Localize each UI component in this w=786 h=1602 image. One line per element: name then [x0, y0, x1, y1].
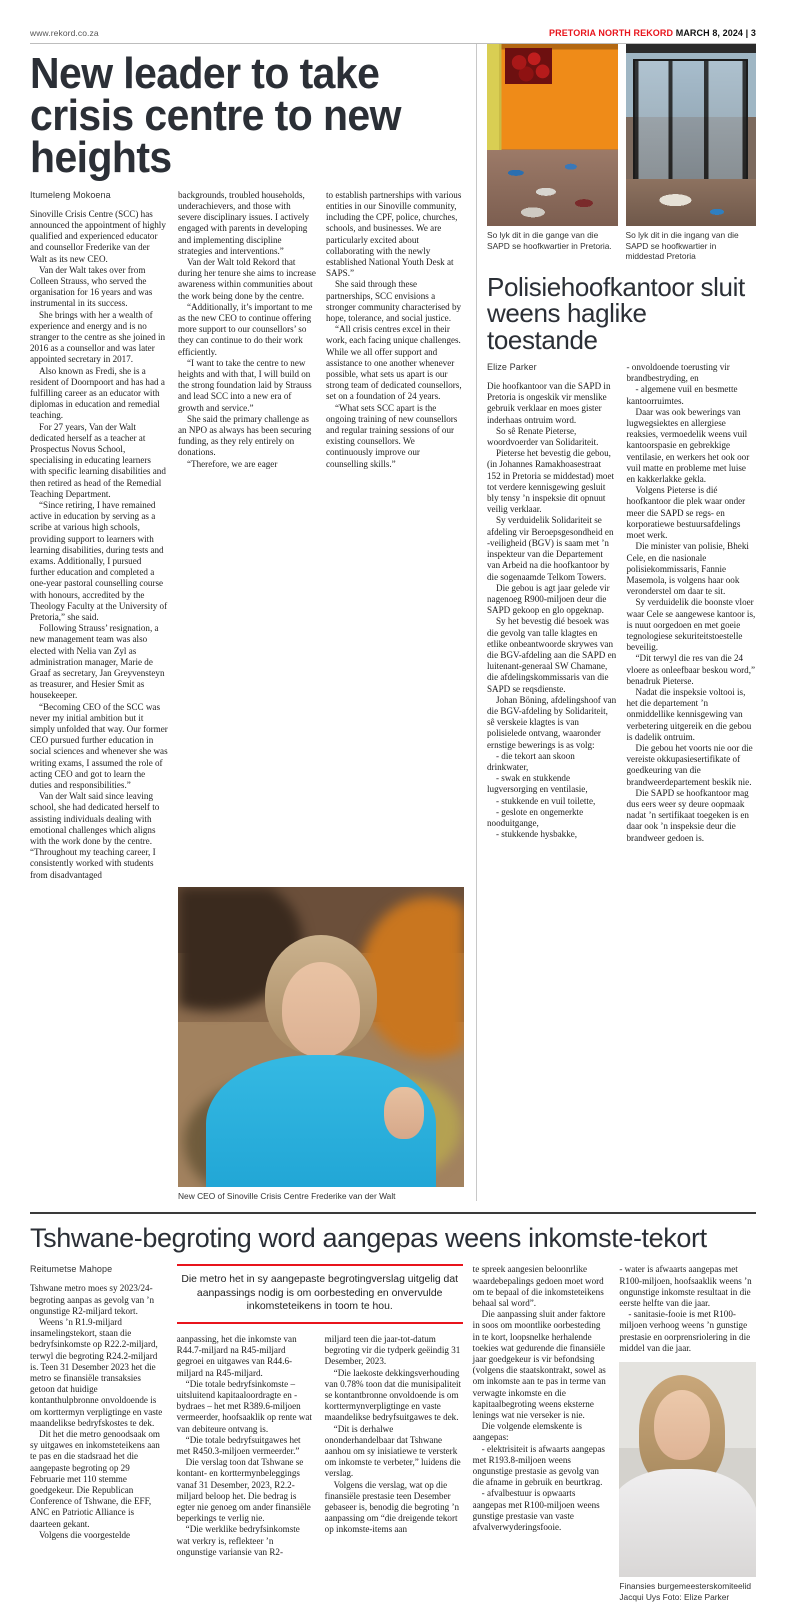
paragraph: “Dit terwyl die res van die 24 vloere as onleefbaar beskou word,” benadruk Pieterse. [626, 653, 756, 686]
budget-photo-caption-credit: Jacqui Uys Foto: Elize Parker [619, 1591, 730, 1602]
paragraph: Sinoville Crisis Centre (SCC) has announced the appointment of highly qualified and experienced educator and counsellor Frederike van der Walt as its new CEO. [30, 208, 166, 264]
lead-photo-spacer [30, 887, 168, 1202]
photo-face [282, 962, 360, 1057]
police-photo-pair [487, 44, 756, 262]
paragraph: Die gebou het voorts nie oor die vereiste okkupasiesertifikate of goedkeuring van die brandweerdepartement beskik nie. [626, 742, 753, 787]
paragraph: Pieterse het bevestig die gebou, (in Johannes Ramakhoasestraat 152 in Pretoria se middestad) moet tot verdere kennisgewing gesluit bly tensy ’n inspeksie dit opnuut veilig verklaar. [487, 448, 615, 515]
paragraph: “I want to take the centre to new heights and with that, I will build on the strong foundation laid by Strauss and lead SCC into a new era of growth and service.” [178, 357, 312, 413]
paragraph: Van der Walt takes over from Colleen Strauss, who served the organisation for 16 years and was instrumental in its success. [30, 264, 153, 309]
paragraph: Tshwane metro moes sy 2023/24-begroting aanpas as gevolg van ’n ongunstige R2-miljard tekort. [30, 1283, 154, 1316]
lead-photo-block [178, 887, 464, 1202]
police-byline: Elize Parker [487, 362, 537, 373]
budget-column-3 [325, 1334, 463, 1558]
budget-subcolumns [177, 1334, 463, 1558]
lead-byline: Itumeleng Mokoena [30, 189, 111, 200]
lead-column-3 [326, 190, 464, 881]
paragraph: Dit het die metro genoodsaak om sy uitgawes en inkomsteteikens aan te pas en die stadsraad het die aangepaste begroting op 29 Februarie met 110 stemme goedgekeur. Die Republican Conference of Tshwane, die EFF, ANC en Patriotic Alliance is daarteen gekant. [30, 1429, 160, 1529]
police-photo-2-caption: So lyk dit in die ingang van die SAPD se hoofkwartier in middestad Pretoria [625, 230, 739, 261]
paragraph: “Die werklike bedryfsinkomste wat verkry is, reflekteer ’n ongunstige variansie van R2- [176, 1524, 300, 1557]
paragraph: “Additionally, it’s important to me as the new CEO to continue offering more support to our counsellors’ so they can continue to do their work efficiently. [178, 301, 313, 357]
budget-photo-caption-main: Finansies burgemeesterskomiteelid [619, 1581, 752, 1592]
budget-column-4 [473, 1264, 610, 1602]
paragraph: - geslote en ongemerkte nooduitgange, [487, 806, 584, 828]
police-photo-2-block [626, 44, 757, 262]
paragraph: “Therefore, we are eager [187, 458, 278, 469]
lead-photo-caption: New CEO of Sinoville Crisis Centre Frederike van der Walt [178, 1190, 396, 1201]
paragraph: Also known as Fredi, she is a resident of Doornpoort and has had a fulfilling career as an educator with diplomas in education and remedial teaching. [30, 365, 165, 421]
paragraph: - die tekort aan skoon drinkwater, [487, 750, 575, 772]
paragraph: Volgens die voorgestelde [39, 1529, 131, 1540]
paragraph: Die gebou is agt jaar gelede vir nagenoeg R900-miljoen deur die SAPD gekoop en glo opgeknap. [487, 582, 610, 616]
paragraph: - algemene vuil en besmette kantoorruimtes. [626, 384, 738, 406]
photo-sapd-entrance [626, 44, 757, 226]
paragraph: - swak en stukkende lugversorging en ventilasie, [487, 773, 588, 795]
paragraph: Volgens die verslag, wat op die finansiële prestasie teen Desember gebaseer is, benodig die begroting ’n aanpassing om “die dreigende tekort op inkomste-items aan [324, 1479, 460, 1535]
paragraph: For 27 years, Van der Walt dedicated herself as a teacher at Prospectus Novus School, specialising in educating learners with specific learning disabilities and then retired as head of the Remedial Teaching Department. [30, 421, 166, 499]
paragraph: “Since retiring, I have remained active in education by serving as a scribe at various high schools, providing support to learners with learning disabilities, during tests and exams. Additionally, I pursued further education and completed a one-year pastoral counselling course with honours, accredited by the Theology Faculty at the University of Pretoria,” she said. [30, 499, 168, 623]
paragraph: - sanitasie-fooie is met R100-miljoen verhoog weens ’n gunstige prestasie en oorprensriolering in die middel van die jaar. [619, 1309, 751, 1353]
lead-story-columns [30, 190, 466, 881]
budget-columns [30, 1264, 756, 1602]
paragraph: Sy verduidelik Solidariteit se afdeling vir Beroepsgesondheid en -veiligheid (BGV) is saam met ’n inspekteur van die Departement van Arbeid na die hoofkantoor by die sogenaamde Telkom Towers. [487, 515, 614, 582]
police-photo-1-block [487, 44, 618, 262]
masthead-right-block [549, 28, 756, 38]
photo-floor [626, 179, 757, 226]
photo-face [654, 1390, 710, 1460]
police-headline: Polisiehoofkantoor sluit weens haglike toestande [487, 271, 745, 355]
budget-column-5 [619, 1264, 756, 1602]
budget-pullquote: Die metro het in sy aangepaste begrotingverslag uitgelig dat aanpassings nodig is om oorbesteding en onvervulde inkomsteteikens in toom te hou. [177, 1264, 463, 1324]
page-number: 3 [750, 28, 756, 38]
photo-debris [487, 150, 618, 226]
paragraph: miljard teen die jaar-tot-datum begroting vir die tydperk geëindig 31 Desember, 2023. [324, 1333, 461, 1367]
paragraph: - onvoldoende toerusting vir brandbestryding, en [626, 362, 730, 384]
budget-column-1 [30, 1264, 167, 1602]
paragraph: - stukkende hysbakke, [496, 829, 578, 840]
website-url[interactable]: www.rekord.co.za [30, 28, 99, 38]
paragraph: Sy het bevestig dié besoek was die gevolg van talle klagtes en etlike onbeantwoorde skrywes van die BGV-afdeling aan die SAPD en luitenant-generaal SW Chamane, die afdelingskommissaris van die SAPD se reqsdienste. [487, 616, 617, 694]
paragraph: Nadat die inspeksie voltooi is, het die departement ’n onmiddellike kennisgewing van verbetering uitgereik en die gebou is dadelik ontruim. [626, 686, 752, 742]
budget-story [30, 1223, 756, 1602]
budget-byline: Reitumetse Mahope [30, 1264, 113, 1275]
paragraph: She said the primary challenge as an NPO as always has been securing funding, as they rely entirely on donations. [178, 413, 312, 458]
police-photo-1-caption: So lyk dit in die gange van die SAPD se hoofkwartier in Pretoria. [487, 230, 612, 251]
paragraph: Volgens Pieterse is dié hoofkantoor die plek waar onder meer die SAPD se regs- en korporatiewe bestuursafdelings moet werk. [626, 485, 746, 541]
paragraph: “Dit is derhalwe ononderhandelbaar dat Tshwane aanhou om sy inisiatiewe te versterk om inkomste te verbeter,” luidens die verslag. [324, 1423, 461, 1479]
paragraph: Sy verduidelik die boonste vloer waar Cele se aangewese kantoor is, is nuut oorgedoen en met goeie tegnologiese sekuriteitstoestelle beveilig. [626, 597, 756, 653]
paragraph: So sê Renate Pieterse, woordvoerder van Solidariteit. [487, 425, 599, 448]
lead-story-section [30, 44, 756, 1201]
publication-name: PRETORIA NORTH REKORD [549, 28, 674, 38]
paragraph: “Die laekoste dekkingsverhouding van 0.78% toon dat die munisipaliteit se kontantbronne onvoldoende is om korttermynverpligtinge en vaste maandelikse bedryfsuitgawes te dek. [324, 1367, 462, 1423]
lead-headline: New leader to take crisis centre to new heights [30, 49, 401, 183]
paragraph: “All crisis centres excel in their work, each facing unique challenges. While we all offer support and assistance to one another whenever possible, what sets us apart is our strong team of dedicated counsellors, set on a foundation of 24 years. [326, 324, 462, 402]
paragraph: - afvalbestuur is opwaarts aangepas met R100-miljoen weens gunstige prestasie van vaste afvalverwyderingsfooie. [472, 1488, 600, 1533]
photo-torso [619, 1469, 756, 1577]
photo-jacqui-uys [619, 1362, 756, 1577]
police-column-1 [487, 362, 617, 844]
paragraph: Die SAPD se hoofkantoor mag dus eers weer sy deure oopmaak nadat ’n sertifikaat toegeken is en daar ook ’n inspeksie deur die brandweer gedoen is. [626, 787, 749, 843]
lead-column-1 [30, 190, 168, 881]
photo-glass-doors [633, 59, 748, 183]
budget-center-block [177, 1264, 463, 1602]
section-divider [30, 1212, 756, 1214]
paragraph: Following Strauss’ resignation, a new management team was also elected with Nelia van Zyl as administration manager, Marie de Graaf as secretary, Jan Greyvensteyn as treasurer, and Hesier Smit as housekeeper. [30, 623, 165, 701]
lead-column-2 [178, 190, 316, 881]
paragraph: Die verslag toon dat Tshwane se kontant- en korttermynbeleggings vanaf 31 Desember, 2023, R2.2-miljard beloop het. Die bedrag is egter nie genoeg om ander finansiële beperkings te verlig nie. [176, 1457, 311, 1524]
paragraph: “Becoming CEO of the SCC was never my initial ambition but it simply unfolded that way. Our former CEO pursued further education in social sciences and whenever she was writing exams, I assumed the role of acting CEO and got to learn the duties and responsibilities.” [30, 701, 168, 791]
paragraph: Van der Walt told Rekord that during her tenure she aims to increase awareness within communities about the work being done by the centre. [178, 256, 316, 301]
paragraph: Van der Walt said since leaving school, she had dedicated herself to assisting individuals dealing with emotional challenges which aligns with the work done by the centre. “Throughout my teaching career, I consistently worked with students from disadvantaged [30, 791, 160, 880]
paragraph: She brings with her a wealth of experience and energy and is no stranger to the centre as she joined in 2016 as a counsellor and was later appointed secretary in 2017. [30, 309, 166, 365]
photo-sapd-corridor [487, 44, 618, 226]
paragraph: “Die totale bedryfsuitgawes het met R450.3-miljoen vermeerder.” [176, 1434, 301, 1456]
lead-story [30, 44, 476, 1201]
budget-headline: Tshwane-begroting word aangepas weens inkomste-tekort [30, 1223, 707, 1254]
paragraph: Die volgende elemskente is aangepas: [472, 1421, 582, 1443]
paragraph: backgrounds, troubled households, underachievers, and those with severe disciplinary issues. I actively engaged with parents in developing and implementing discipline strategies and interventions.” [178, 189, 310, 256]
paragraph: Die hoofkantoor van die SAPD in Pretoria is ongeskik vir menslike gebruik verklaar en moes gister inderhaas ontruim word. [487, 381, 611, 425]
paragraph: She said through these partnerships, SCC envisions a stronger community characterised by hope, tolerance, and social justice. [326, 279, 462, 323]
masthead-separator: | [745, 28, 749, 38]
publication-date: MARCH 8, 2024 [675, 28, 744, 38]
paragraph: Weens ’n R1.9-miljard insamelingstekort, staan die bedryfsinkomste op R22.2-miljard, terwyl die begroting R24.2-miljard is. Teen 31 Desember 2023 het die metro se finansiële transaksies getoon dat huidige kontanthulpbronne onvoldoende is om korttermyn verpligtinge en vaste maandelikse bedryfskostes te dek. [30, 1317, 163, 1428]
paragraph: to establish partnerships with various entities in our Sinoville community, including the CPF, police, churches, schools, and businesses. We are particularly excited about collaborating with the newly established National Youth Desk at SAPS.” [326, 189, 462, 279]
police-columns [487, 362, 756, 844]
paragraph: Die aanpassing sluit ander faktore in soos om moontlike oorbesteding in te kort, loopsnelke herhalende toekies wat gedurende die finansiële jaar goedgekeur is vir befondsing (volgens die staatskontrakt, sowel as om inkomste aan te pas in terme van verwagte inkomste en die kapitaalbegroting weens eksterne lenings wat nie verseker is nie. [472, 1309, 606, 1421]
police-column-2 [627, 362, 757, 844]
paragraph: Daar was ook bewerings van lugwegsiektes en allergiese reaksies, vermoedelik weens vuil kantoorspasie en gebrekkige ventilasie, en werkers het ook oor vuil matte en probleme met luise en kakkerlakke gekla. [626, 406, 750, 485]
paragraph: te spreek aangesien beloonrlike waardebepalings gedoen moet word om te bepaal of die inkomsteteikens behaal sal word”. [472, 1264, 604, 1308]
portrait-frederike-van-der-walt [178, 887, 464, 1187]
budget-photo-caption [619, 1581, 756, 1602]
paragraph: Johan Böning, afdelingshoof van die BGV-afdeling by Solidariteit, sê verskeie klagtes is van polisielede ontvang, waaronder ernstige bewerings is as volg: [487, 694, 617, 750]
police-story [476, 44, 756, 1201]
paragraph: - elektrisiteit is afwaarts aangepas met R193.8-miljoen weens ongunstige prestasie as gevolg van die afname in gebruik en beurtkrag. [472, 1443, 605, 1488]
paragraph: aanpassing, het die inkomste van R44.7-miljard na R45-miljard gegroei en uitgawes van R44.6-miljard na R45-miljard. [176, 1333, 297, 1378]
paragraph: Die minister van polisie, Bheki Cele, en die nasionale polisiekommissaris, Fannie Masemola, is volgens haar ook veronderstel om daar te sit. [626, 541, 749, 597]
paragraph: - water is afwaarts aangepas met R100-miljoen, hoofsaaklik weens ’n ongunstige inkomste resultaat in die eerste helfte van die jaar. [619, 1264, 752, 1308]
paragraph: - stukkende en vuil toilette, [496, 795, 596, 806]
page-masthead [30, 0, 756, 44]
paragraph: “What sets SCC apart is the ongoing training of new counsellors and regular training sessions of our existing counsellors. We continuously improve our counselling skills.” [326, 402, 458, 469]
budget-column-2 [177, 1334, 315, 1558]
paragraph: “Die totale bedryfsinkomste – uitsluitend kapitaaloordragte en -bydraes – het met R389.6-miljoen vermeerder, hoofsaaklik op rente wat van debiteure ontvang is. [176, 1378, 312, 1434]
lead-photo-row [30, 887, 466, 1202]
